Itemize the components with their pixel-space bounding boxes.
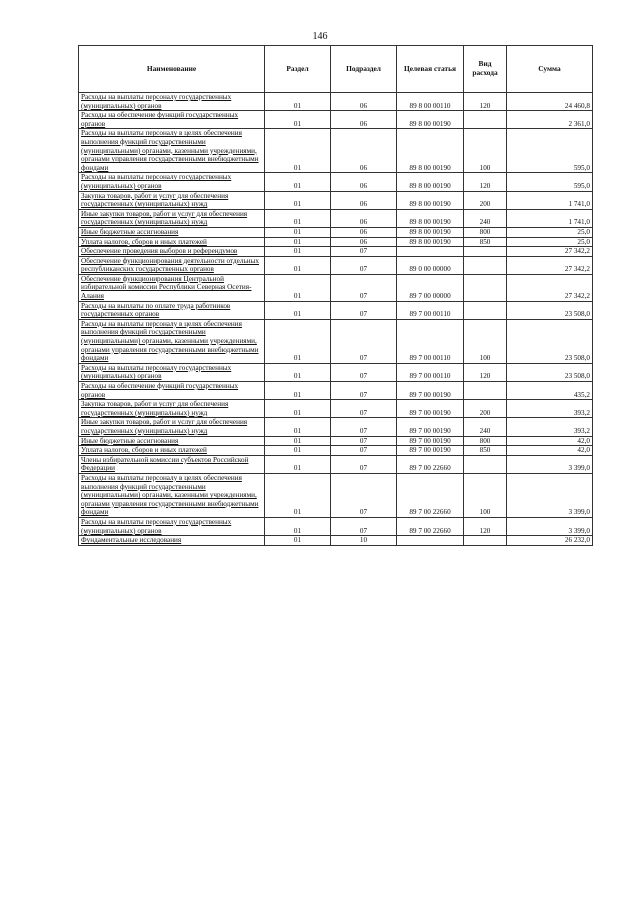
table-row [79, 237, 593, 247]
cell-sum: 435,2 [507, 382, 593, 400]
row-name-text: Иные бюджетные ассигнования [81, 436, 179, 445]
cell-name [79, 436, 265, 446]
cell-razdel: 01 [265, 209, 331, 227]
table-row [79, 256, 593, 274]
column-header-name: Наименование [79, 46, 265, 93]
cell-name [79, 247, 265, 257]
cell-razdel: 01 [265, 173, 331, 191]
cell-vid: 800 [464, 227, 507, 237]
page-number: 146 [312, 31, 328, 42]
cell-vid: 240 [464, 209, 507, 227]
cell-sum: 393,2 [507, 418, 593, 436]
cell-name [79, 446, 265, 456]
cell-razdel: 01 [265, 536, 331, 546]
row-name-text: Расходы на выплаты персоналу в целях обеспечения выполнения функций государственными (муниципальными) органами, казенными учреждениями, органами управления государственными внебюджетными фондами [81, 473, 259, 517]
cell-razdel: 01 [265, 473, 331, 517]
cell-razdel: 01 [265, 517, 331, 535]
cell-target: 89 7 00 00000 [397, 274, 464, 301]
table-row [79, 473, 593, 517]
row-name-text: Иные закупки товаров, работ и услуг для обеспечения государственных (муниципальных) нужд [81, 418, 248, 435]
table-row [79, 173, 593, 191]
row-name-text: Закупка товаров, работ и услуг для обеспечения государственных (муниципальных) нужд [81, 191, 229, 209]
table-row [79, 436, 593, 446]
budget-table [78, 45, 593, 546]
table-row [79, 247, 593, 257]
cell-sum: 25,0 [507, 227, 593, 237]
cell-razdel: 01 [265, 111, 331, 129]
cell-name [79, 400, 265, 418]
cell-razdel: 01 [265, 301, 331, 319]
table-row [79, 418, 593, 436]
cell-podrazdel: 07 [331, 418, 397, 436]
cell-razdel: 01 [265, 227, 331, 237]
cell-target: 89 7 00 00110 [397, 363, 464, 381]
cell-podrazdel: 07 [331, 455, 397, 473]
cell-name [79, 517, 265, 535]
table-row [79, 93, 593, 111]
row-name-text: Иные бюджетные ассигнования [81, 227, 179, 236]
cell-razdel: 01 [265, 382, 331, 400]
cell-target: 89 8 00 00190 [397, 237, 464, 247]
cell-name [79, 129, 265, 173]
cell-name [79, 256, 265, 274]
cell-target: 89 7 00 00190 [397, 446, 464, 456]
cell-podrazdel: 06 [331, 191, 397, 209]
cell-target: 89 8 00 00190 [397, 227, 464, 237]
cell-target: 89 7 00 00190 [397, 436, 464, 446]
cell-target: 89 0 00 00000 [397, 256, 464, 274]
cell-podrazdel: 07 [331, 382, 397, 400]
cell-target: 89 7 00 00190 [397, 382, 464, 400]
cell-target: 89 8 00 00190 [397, 111, 464, 129]
row-name-text: Обеспечение проведения выборов и референдумов [81, 247, 238, 256]
cell-podrazdel: 07 [331, 247, 397, 257]
column-header-vid: Вид расхода [464, 46, 507, 93]
cell-podrazdel: 06 [331, 237, 397, 247]
cell-podrazdel: 07 [331, 400, 397, 418]
column-header-podrazdel: Подраздел [331, 46, 397, 93]
cell-razdel: 01 [265, 191, 331, 209]
column-header-target: Целевая статья [397, 46, 464, 93]
cell-target: 89 7 00 22660 [397, 455, 464, 473]
cell-razdel: 01 [265, 455, 331, 473]
cell-vid [464, 536, 507, 546]
cell-podrazdel: 07 [331, 473, 397, 517]
table-row [79, 455, 593, 473]
table-row [79, 319, 593, 363]
cell-podrazdel: 06 [331, 111, 397, 129]
cell-sum: 3 399,0 [507, 517, 593, 535]
row-name-text: Расходы на обеспечение функций государственных органов [81, 382, 239, 399]
row-name-text: Расходы на обеспечение функций государственных органов [81, 111, 239, 128]
cell-sum: 595,0 [507, 173, 593, 191]
cell-sum: 2 361,0 [507, 111, 593, 129]
cell-target: 89 8 00 00190 [397, 209, 464, 227]
cell-name [79, 418, 265, 436]
cell-sum: 42,0 [507, 436, 593, 446]
row-name-text: Уплата налогов, сборов и иных платежей [81, 446, 207, 455]
cell-podrazdel: 06 [331, 93, 397, 111]
cell-razdel: 01 [265, 436, 331, 446]
cell-name [79, 319, 265, 363]
cell-sum: 26 232,0 [507, 536, 593, 546]
cell-name [79, 209, 265, 227]
table-row [79, 129, 593, 173]
row-name-text: Расходы на выплаты персоналу государственных (муниципальных) органов [81, 93, 232, 110]
cell-razdel: 01 [265, 247, 331, 257]
cell-name [79, 111, 265, 129]
cell-sum: 3 399,0 [507, 455, 593, 473]
cell-name [79, 237, 265, 247]
cell-vid: 100 [464, 319, 507, 363]
cell-sum: 27 342,2 [507, 256, 593, 274]
column-header-sum: Сумма [507, 46, 593, 93]
row-name-text: Обеспечение функционирования Центральной избирательной комиссии Республики Северная Осетия-Алания [81, 274, 252, 301]
row-name-text: Расходы на выплаты персоналу государственных (муниципальных) органов [81, 517, 232, 535]
cell-name [79, 473, 265, 517]
cell-name [79, 363, 265, 381]
row-name-text: Члены избирательной комиссии субъектов Российской Федерации [81, 455, 249, 473]
cell-razdel: 01 [265, 400, 331, 418]
table-row [79, 363, 593, 381]
table-row [79, 517, 593, 535]
cell-sum: 23 508,0 [507, 319, 593, 363]
cell-razdel: 01 [265, 256, 331, 274]
cell-vid: 200 [464, 400, 507, 418]
row-name-text: Расходы на выплаты персоналу в целях обеспечения выполнения функций государственными (муниципальными) органами, казенными учреждениями, органами управления государственными внебюджетными фондами [81, 319, 259, 363]
cell-razdel: 01 [265, 446, 331, 456]
row-name-text: Расходы на выплаты персоналу государственных (муниципальных) органов [81, 173, 232, 190]
cell-podrazdel: 06 [331, 173, 397, 191]
table-row [79, 536, 593, 546]
cell-sum: 24 460,8 [507, 93, 593, 111]
table-row [79, 227, 593, 237]
row-name-text: Расходы на выплаты по оплате труда работников государственных органов [81, 301, 231, 319]
cell-podrazdel: 07 [331, 363, 397, 381]
cell-name [79, 455, 265, 473]
table-row [79, 446, 593, 456]
cell-podrazdel: 07 [331, 436, 397, 446]
cell-vid: 120 [464, 93, 507, 111]
cell-sum: 1 741,0 [507, 209, 593, 227]
row-name-text: Фундаментальные исследования [81, 536, 182, 545]
cell-razdel: 01 [265, 93, 331, 111]
cell-podrazdel: 06 [331, 129, 397, 173]
cell-name [79, 191, 265, 209]
row-name-text: Закупка товаров, работ и услуг для обеспечения государственных (муниципальных) нужд [81, 400, 229, 417]
cell-vid: 200 [464, 191, 507, 209]
cell-podrazdel: 06 [331, 209, 397, 227]
table-row [79, 301, 593, 319]
cell-target [397, 536, 464, 546]
row-name-text: Расходы на выплаты персоналу в целях обеспечения выполнения функций государственными (муниципальными) органами, казенными учреждениями, органами управления государственными внебюджетными фондами [81, 129, 259, 172]
cell-vid: 850 [464, 237, 507, 247]
cell-vid [464, 247, 507, 257]
cell-name [79, 173, 265, 191]
cell-vid: 800 [464, 436, 507, 446]
cell-podrazdel: 07 [331, 256, 397, 274]
table-body [79, 93, 593, 546]
cell-vid: 100 [464, 129, 507, 173]
cell-sum: 1 741,0 [507, 191, 593, 209]
table-row [79, 111, 593, 129]
cell-sum: 393,2 [507, 400, 593, 418]
cell-name [79, 93, 265, 111]
cell-target: 89 8 00 00110 [397, 93, 464, 111]
cell-podrazdel: 07 [331, 517, 397, 535]
cell-vid: 120 [464, 173, 507, 191]
cell-sum: 25,0 [507, 237, 593, 247]
cell-podrazdel: 07 [331, 274, 397, 301]
cell-podrazdel: 10 [331, 536, 397, 546]
cell-vid: 120 [464, 517, 507, 535]
cell-name [79, 227, 265, 237]
cell-razdel: 01 [265, 418, 331, 436]
cell-name [79, 301, 265, 319]
table-row [79, 274, 593, 301]
cell-vid: 850 [464, 446, 507, 456]
table-row [79, 209, 593, 227]
cell-name [79, 274, 265, 301]
table-row [79, 382, 593, 400]
cell-target: 89 8 00 00190 [397, 129, 464, 173]
cell-vid [464, 382, 507, 400]
cell-vid [464, 256, 507, 274]
cell-target [397, 247, 464, 257]
row-name-text: Иные закупки товаров, работ и услуг для обеспечения государственных (муниципальных) нужд [81, 209, 248, 227]
table-row [79, 191, 593, 209]
cell-target: 89 7 00 22660 [397, 473, 464, 517]
table-header-row [79, 46, 593, 93]
cell-vid: 240 [464, 418, 507, 436]
table-row [79, 400, 593, 418]
cell-target: 89 7 00 00110 [397, 319, 464, 363]
cell-razdel: 01 [265, 274, 331, 301]
cell-razdel: 01 [265, 237, 331, 247]
cell-sum: 42,0 [507, 446, 593, 456]
row-name-text: Уплата налогов, сборов и иных платежей [81, 237, 207, 246]
cell-target: 89 8 00 00190 [397, 173, 464, 191]
cell-vid: 120 [464, 363, 507, 381]
cell-vid: 100 [464, 473, 507, 517]
cell-sum: 595,0 [507, 129, 593, 173]
cell-name [79, 382, 265, 400]
cell-podrazdel: 06 [331, 227, 397, 237]
cell-sum: 27 342,2 [507, 274, 593, 301]
cell-razdel: 01 [265, 319, 331, 363]
cell-vid [464, 455, 507, 473]
cell-vid [464, 274, 507, 301]
row-name-text: Расходы на выплаты персоналу государственных (муниципальных) органов [81, 363, 232, 381]
row-name-text: Обеспечение функционирования деятельности отдельных республиканских государственных органов [81, 256, 259, 274]
cell-target: 89 7 00 22660 [397, 517, 464, 535]
cell-sum: 27 342,2 [507, 247, 593, 257]
column-header-razdel: Раздел [265, 46, 331, 93]
cell-vid [464, 301, 507, 319]
cell-sum: 23 508,0 [507, 363, 593, 381]
cell-target: 89 7 00 00190 [397, 400, 464, 418]
cell-razdel: 01 [265, 363, 331, 381]
cell-target: 89 7 00 00190 [397, 418, 464, 436]
cell-razdel: 01 [265, 129, 331, 173]
cell-name [79, 536, 265, 546]
cell-sum: 23 508,0 [507, 301, 593, 319]
cell-target: 89 7 00 00110 [397, 301, 464, 319]
cell-podrazdel: 07 [331, 319, 397, 363]
cell-podrazdel: 07 [331, 446, 397, 456]
cell-vid [464, 111, 507, 129]
cell-target: 89 8 00 00190 [397, 191, 464, 209]
cell-podrazdel: 07 [331, 301, 397, 319]
cell-sum: 3 399,0 [507, 473, 593, 517]
